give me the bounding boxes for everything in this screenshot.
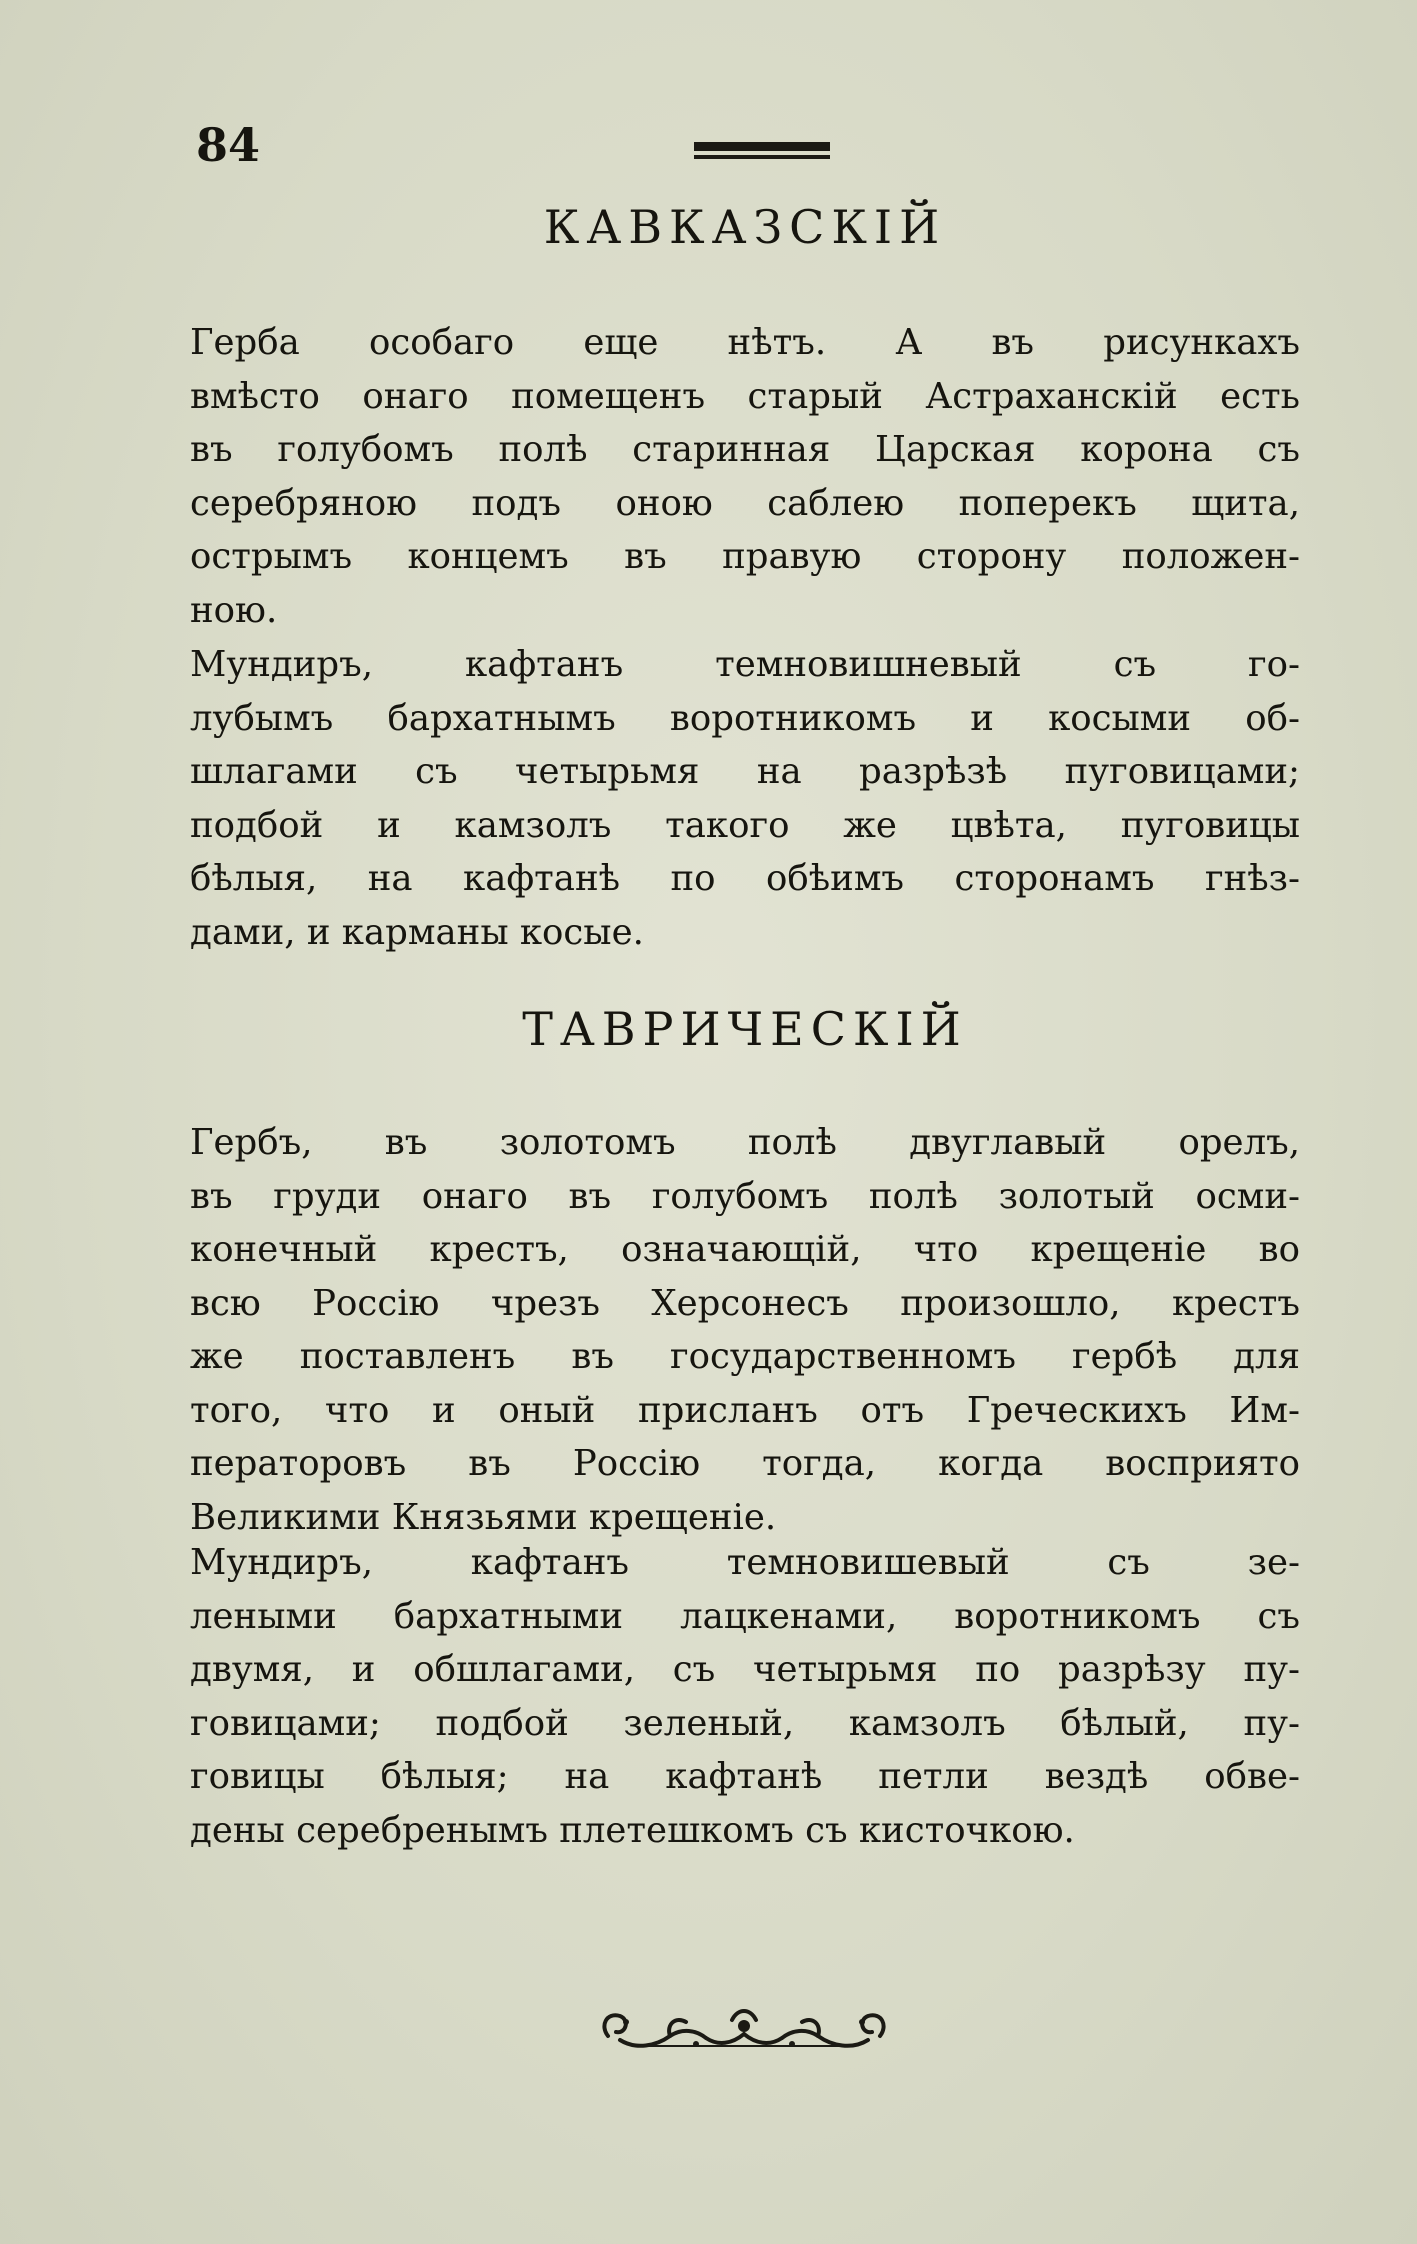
text-line: всю Россію чрезъ Херсонесъ произошло, крестъ [190, 1282, 1300, 1324]
text-line: говицы бѣлыя; на кафтанѣ петли вездѣ обве- [190, 1756, 1300, 1797]
text-line: двумя, и обшлагами, съ четырьмя по разрѣзу пу- [190, 1649, 1300, 1690]
text-line: Великими Князьями крещеніе. [190, 1496, 777, 1538]
text-line: Мундиръ, кафтанъ темновишевый съ зе- [190, 1542, 1300, 1583]
text-line: Герба особаго еще нѣтъ. А въ рисункахъ [190, 322, 1300, 363]
text-line: лубымъ бархатнымъ воротникомъ и косыми об- [190, 697, 1300, 739]
text-line: въ груди онаго въ голубомъ полѣ золотый осми- [190, 1175, 1300, 1217]
text-line: серебряною подъ оною саблею поперекъ щита, [190, 482, 1300, 524]
text-line: леными бархатными лацкенами, воротникомъ съ [190, 1595, 1300, 1637]
paragraph-tavrichesky-coat-of-arms [190, 1116, 1300, 1544]
text-line: бѣлыя, на кафтанѣ по обѣимъ сторонамъ гнѣз- [190, 858, 1300, 899]
text-line: конечный крестъ, означающій, что крещеніе во [190, 1229, 1300, 1270]
header-rule-thin [694, 155, 830, 159]
header-rule [694, 142, 830, 162]
text-line: вмѣсто онаго помещенъ старый Астраханскій есть [190, 375, 1300, 417]
page-number: 84 [196, 118, 261, 172]
tailpiece-ornament-icon [596, 1996, 892, 2062]
text-line: ператоровъ въ Россію тогда, когда восприято [190, 1443, 1300, 1484]
text-line: острымъ концемъ въ правую сторону положен- [190, 536, 1300, 577]
text-line: того, что и оный присланъ отъ Греческихъ Им- [190, 1389, 1300, 1431]
section-title-tavrichesky: ТАВРИЧЕСКІЙ [522, 1002, 968, 1056]
header-rule-thick [694, 142, 830, 151]
section-title-kavkazsky: КАВКАЗСКІЙ [543, 200, 947, 254]
text-line: говицами; подбой зеленый, камзолъ бѣлый, пу- [190, 1702, 1300, 1744]
text-line: подбой и камзолъ такого же цвѣта, пуговицы [190, 804, 1300, 846]
text-line: Гербъ, въ золотомъ полѣ двуглавый орелъ, [190, 1122, 1300, 1163]
text-line: же поставленъ въ государственномъ гербѣ для [190, 1336, 1300, 1377]
paragraph-kavkazsky-uniform [190, 638, 1300, 959]
text-line: дены серебренымъ плетешкомъ съ кисточкою. [190, 1809, 1075, 1851]
text-line: ною. [190, 589, 278, 631]
paragraph-kavkazsky-coat-of-arms [190, 316, 1300, 637]
text-line: шлагами съ четырьмя на разрѣзѣ пуговицами; [190, 751, 1300, 792]
text-line: дами, и карманы косые. [190, 911, 644, 953]
paragraph-tavrichesky-uniform [190, 1536, 1300, 1857]
text-line: въ голубомъ полѣ старинная Царская корона съ [190, 429, 1300, 470]
text-line: Мундиръ, кафтанъ темновишневый съ го- [190, 644, 1300, 685]
